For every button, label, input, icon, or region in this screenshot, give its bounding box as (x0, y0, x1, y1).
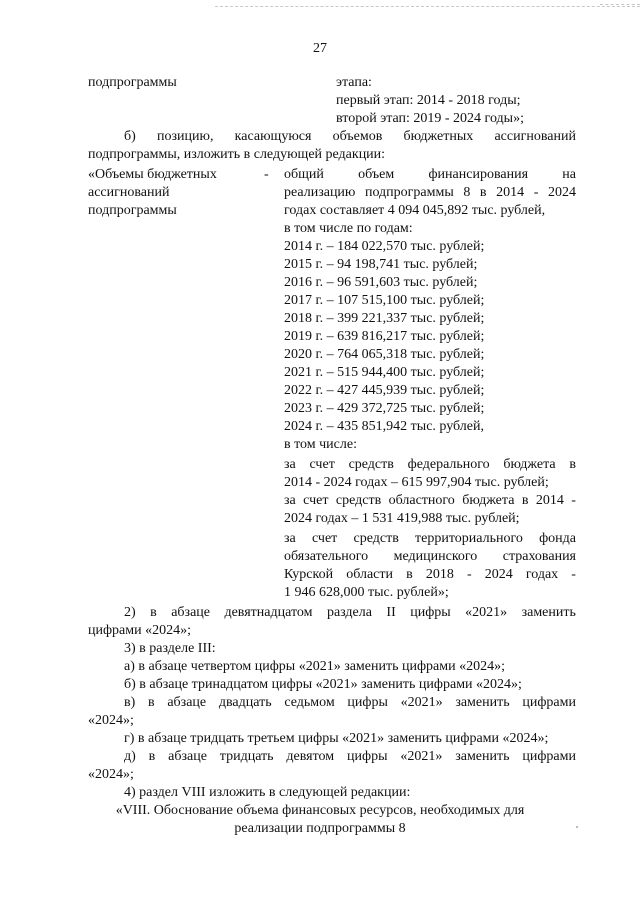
table-right-line1 (284, 166, 576, 184)
scan-speck (576, 826, 578, 828)
total-line: годах составляет 4 094 045,892 тыс. рублей, (284, 203, 546, 218)
word: заменить (455, 749, 510, 764)
word: - (571, 493, 576, 508)
word: «2021» (400, 749, 443, 764)
word: на (562, 167, 576, 182)
territorial-line4: 1 946 628,000 тыс. рублей»; (284, 585, 449, 600)
word: финансирования (428, 167, 529, 182)
word: цифрами (522, 749, 576, 764)
item3-b: б) в абзаце тринадцатом цифры «2021» заменить цифрами «2024»; (124, 677, 522, 692)
including-line: в том числе: (284, 437, 357, 452)
word: в (406, 567, 413, 582)
word: - (571, 567, 576, 582)
word: 2014 (535, 493, 564, 508)
section-heading-line2: реализации подпрограммы 8 (234, 821, 406, 836)
word: абзаце (168, 749, 207, 764)
word: позицию, (157, 129, 214, 144)
word: в (479, 185, 487, 200)
scan-top-edge-right (600, 4, 640, 5)
word: областного (388, 493, 455, 508)
year-2023-line: 2023 г. – 429 372,725 тыс. рублей; (284, 401, 485, 416)
word: цифры (347, 695, 388, 710)
item3-title: 3) в разделе III: (124, 641, 216, 656)
item2-line2: цифрами «2024»; (88, 623, 192, 638)
word: 2018 (425, 567, 454, 582)
item4-title: 4) раздел VIII изложить в следующей редакции: (124, 785, 411, 800)
territorial-line1 (284, 530, 576, 548)
year-2016-line: 2016 г. – 96 591,603 тыс. рублей; (284, 275, 478, 290)
item3-v-line2: «2024»; (88, 713, 134, 728)
word: бюджетных (403, 129, 474, 144)
item3-a: а) в абзаце четвертом цифры «2021» заменить цифрами «2024»; (124, 659, 506, 674)
item2-line1 (124, 604, 576, 622)
word: заменить (455, 695, 510, 710)
year-2017-line: 2017 г. – 107 515,100 тыс. рублей; (284, 293, 485, 308)
territorial-line2 (284, 548, 576, 566)
stage-label: этапа: (336, 75, 372, 90)
header-left-label: подпрограммы (88, 75, 177, 90)
word: абзаце (171, 605, 210, 620)
word: Курской (284, 567, 334, 582)
word: федерального (407, 457, 490, 472)
word: в (150, 605, 157, 620)
year-2024-line: 2024 г. – 435 851,942 тыс. рублей, (284, 419, 484, 434)
word: в (569, 457, 576, 472)
word: области (346, 567, 394, 582)
word: за (284, 493, 296, 508)
word: в (521, 493, 529, 508)
word: цифры (410, 605, 451, 620)
year-2020-line: 2020 г. – 764 065,318 тыс. рублей; (284, 347, 485, 362)
table-left-line1: «Объемы бюджетных (88, 167, 217, 182)
word: фонда (539, 531, 576, 546)
word: двадцать (218, 695, 272, 710)
section-heading-line1: «VIII. Обоснование объема финансовых ресурсов, необходимых для (115, 803, 525, 818)
word: в (148, 749, 156, 764)
word: годах (525, 567, 559, 582)
page-number: 27 (313, 41, 327, 56)
regional-line2: 2024 годах – 1 531 419,988 тыс. рублей; (284, 511, 520, 526)
word: б) (124, 129, 136, 144)
word: касающуюся (234, 129, 312, 144)
regional-line1 (284, 492, 576, 510)
word: объемов (332, 129, 383, 144)
word: счет (309, 457, 335, 472)
stage-one: первый этап: 2014 - 2018 годы; (336, 93, 521, 108)
territorial-line3 (284, 566, 576, 584)
word: раздела (326, 605, 372, 620)
table-left-line3: подпрограммы (88, 203, 177, 218)
item-b-line2: подпрограммы, изложить в следующей редакции: (88, 147, 386, 162)
word: объем (358, 167, 395, 182)
word: 8 (463, 185, 471, 200)
word: - (466, 567, 472, 582)
word: территориального (415, 531, 523, 546)
scan-top-edge (215, 6, 640, 7)
word: за (284, 531, 296, 546)
word: д) (124, 749, 136, 764)
year-2021-line: 2021 г. – 515 944,400 тыс. рублей; (284, 365, 485, 380)
year-2022-line: 2022 г. – 427 445,939 тыс. рублей; (284, 383, 485, 398)
word: средств (335, 493, 382, 508)
word: средств (353, 531, 399, 546)
word: реализацию (284, 185, 356, 200)
word: девятнадцатом (224, 605, 313, 620)
word: седьмом (284, 695, 335, 710)
word: 2014 (496, 185, 525, 200)
word: счет (303, 493, 329, 508)
word: тридцать (219, 749, 274, 764)
federal-line2: 2014 - 2024 годах – 615 997,904 тыс. рублей; (284, 475, 549, 490)
year-2019-line: 2019 г. – 639 816,217 тыс. рублей; (284, 329, 485, 344)
word: заменить (521, 605, 576, 620)
word: средств (348, 457, 394, 472)
word: цифрами (522, 695, 576, 710)
word: бюджета (462, 493, 515, 508)
word: обязательного (284, 549, 369, 564)
word: «2021» (465, 605, 508, 620)
word: подпрограммы (364, 185, 454, 200)
federal-line1 (284, 456, 576, 474)
item3-g: г) в абзаце тридцать третьем цифры «2021» заменить цифрами «2024»; (124, 731, 549, 746)
word: страхования (502, 549, 576, 564)
word: 2024 (547, 185, 576, 200)
word: цифры (347, 749, 388, 764)
item-b-line1 (124, 128, 576, 146)
word: 2024 (484, 567, 513, 582)
item3-d-line2: «2024»; (88, 767, 134, 782)
word: - (533, 185, 539, 200)
table-dash: - (264, 167, 269, 182)
word: счет (311, 531, 338, 546)
year-2015-line: 2015 г. – 94 198,741 тыс. рублей; (284, 257, 478, 272)
word: в (148, 695, 155, 710)
item3-d-line1 (124, 748, 576, 766)
word: «2021» (400, 695, 443, 710)
word: за (284, 457, 296, 472)
word: ассигнований (494, 129, 576, 144)
word: бюджета (503, 457, 556, 472)
word: девятом (286, 749, 335, 764)
table-left-line2: ассигнований (88, 185, 170, 200)
table-right-line2 (284, 184, 576, 202)
word: II (386, 605, 396, 620)
year-2014-line: 2014 г. – 184 022,570 тыс. рублей; (284, 239, 485, 254)
word: 2) (124, 605, 136, 620)
by-years-line: в том числе по годам: (284, 221, 413, 236)
item3-v-line1 (124, 694, 576, 712)
word: в) (124, 695, 136, 710)
word: абзаце (167, 695, 207, 710)
stage-two: второй этап: 2019 - 2024 годы»; (336, 111, 524, 126)
year-2018-line: 2018 г. – 399 221,337 тыс. рублей; (284, 311, 485, 326)
word: общий (284, 167, 324, 182)
word: медицинского (393, 549, 478, 564)
